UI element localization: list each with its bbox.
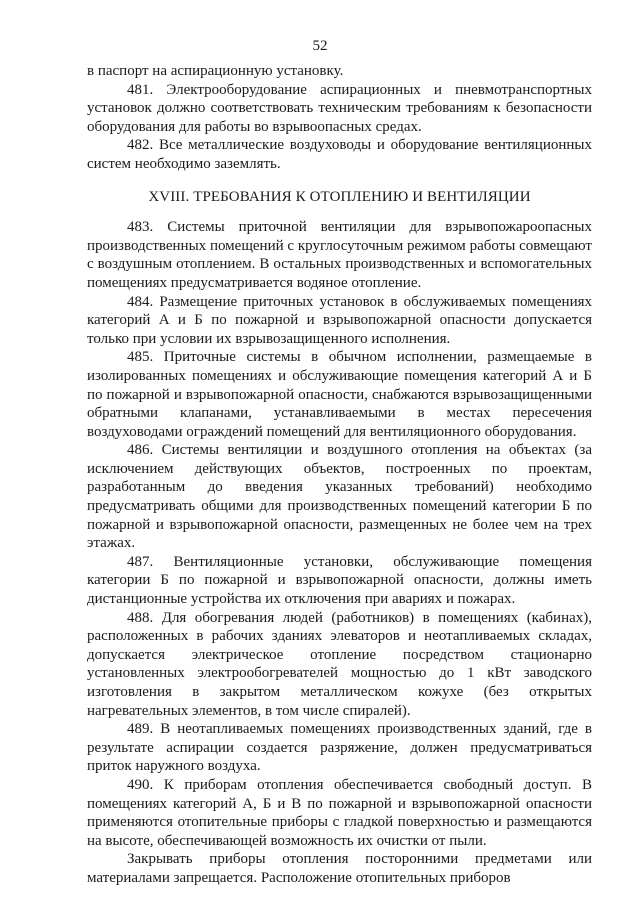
paragraph-485: 485. Приточные системы в обычном исполнении, размещаемые в изолированных помещениях и обслуживающие помещения категорий А и Б по пожарной и взрывопожарной опасности, снабжаются взрывозащищенными обратными клапанами, устанавливаемыми в местах пересечения воздуховодами ограждений помещений для вентиляционного оборудования. [87, 349, 592, 440]
paragraph-490: 490. К приборам отопления обеспечивается свободный доступ. В помещениях категорий А, Б и В по пожарной и взрывопожарной опасности применяются отопительные приборы с гладкой поверхностью и размещаются на высоте, обеспечивающей возможность их очистки от пыли. [87, 776, 592, 849]
paragraph-484: 484. Размещение приточных установок в обслуживаемых помещениях категорий А и Б по пожарной и взрывопожарной опасности допускается только при условии их взрывозащищенного исполнения. [87, 293, 592, 347]
paragraph-488: 488. Для обогревания людей (работников) в помещениях (кабинах), расположенных в рабочих зданиях элеваторов и неотапливаемых складах, допускается электрическое отопление посредством стационарно установленных электрообогревателей мощностью до 1 кВт заводского изготовления в закрытом металлическом кожухе (без открытых нагревательных элементов, в том числе спиралей). [87, 609, 592, 719]
paragraph-483: 483. Системы приточной вентиляции для взрывопожароопасных производственных помещений с круглосуточным режимом работы совмещают с воздушным отоплением. В остальных производственных и вспомогательных помещениях предусматривается водяное отопление. [87, 219, 592, 291]
paragraph-481: 481. Электрооборудование аспирационных и пневмотранспортных установок должно соответствовать техническим требованиям к безопасности оборудования для работы во взрывоопасных средах. [87, 81, 592, 135]
page-number: 52 [312, 38, 328, 54]
paragraph-continuation: в паспорт на аспирационную установку. [87, 63, 344, 79]
section-heading: XVIII. ТРЕБОВАНИЯ К ОТОПЛЕНИЮ И ВЕНТИЛЯЦИИ [148, 188, 531, 205]
paragraph-486: 486. Системы вентиляции и воздушного отопления на объектах (за исключением действующих объектов, построенных по проектам, разработанным до введения указанных требований) необходимо предусматривать общими для производственных помещений категории Б по пожарной и взрывопожарной опасности, размещенных не более чем на трех этажах. [87, 442, 592, 552]
paragraph-489: 489. В неотапливаемых помещениях производственных зданий, где в результате аспирации создается разряжение, должен предусматриваться приток наружного воздуха. [87, 721, 592, 775]
document-body [87, 62, 592, 888]
paragraph-490-continued: Закрывать приборы отопления посторонними предметами или материалами запрещается. Расположение отопительных приборов [87, 851, 592, 886]
paragraph-487: 487. Вентиляционные установки, обслуживающие помещения категории Б по пожарной и взрывопожарной опасности, должны иметь дистанционные устройства их отключения при авариях и пожарах. [87, 553, 592, 608]
paragraph-482: 482. Все металлические воздуховоды и оборудование вентиляционных систем необходимо заземлять. [87, 137, 592, 172]
